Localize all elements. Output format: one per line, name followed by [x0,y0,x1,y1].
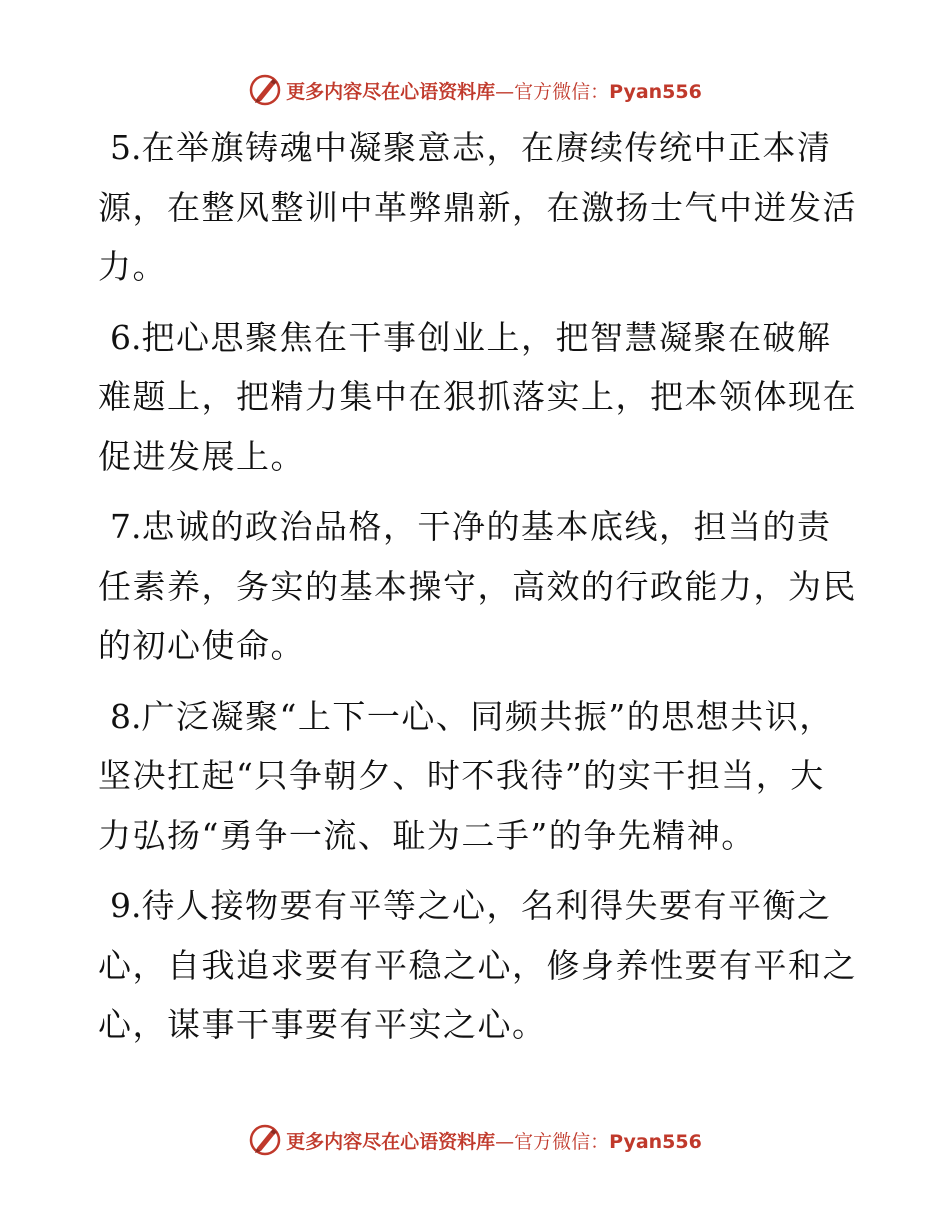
banner-separator: — [495,80,515,103]
document-body [98,118,858,1066]
banner-text [286,77,702,104]
paragraph-text: 忠诚的政治品格，干净的基本底线，担当的责任素养，务实的基本操守，高效的行政能力，为民的初心使命。 [98,507,857,665]
banner-wechat-label: 官方微信： [514,1130,610,1153]
banner-text [286,1127,702,1154]
banner-main-text: 更多内容尽在心语资料库 [286,80,496,103]
pen-logo-icon [248,73,282,107]
paragraph-text: 待人接物要有平等之心，名利得失要有平衡之心，自我追求要有平稳之心，修身养性要有平和之心，谋事干事要有平实之心。 [98,886,857,1044]
paragraph-text: 在举旗铸魂中凝聚意志，在赓续传统中正本清源，在整风整训中革弊鼎新，在激扬士气中迸发活力。 [98,128,857,286]
paragraph-text: 把心思聚焦在干事创业上，把智慧凝聚在破解难题上，把精力集中在狠抓落实上，把本领体现在促进发展上。 [98,317,857,476]
footer-banner [0,1118,950,1162]
paragraph-text: 广泛凝聚“上下一心、同频共振”的思想共识，坚决扛起“只争朝夕、时不我待”的实干担当，大力弘扬“勇争一流、耻为二手”的争先精神。 [98,696,834,855]
paragraph-8 [98,687,858,866]
paragraph-number: 5. [110,128,142,167]
banner-wechat-label: 官方微信： [514,80,610,103]
header-banner [0,68,950,112]
paragraph-number: 8. [110,696,142,736]
paragraph-number: 9. [110,886,142,925]
banner-main-text: 更多内容尽在心语资料库 [286,1130,496,1153]
banner-separator: — [495,1130,515,1153]
pen-logo-icon [248,1123,282,1157]
paragraph-number: 6. [110,317,142,357]
paragraph-5 [98,118,858,297]
paragraph-9 [98,876,858,1055]
paragraph-number: 7. [110,507,142,546]
banner-wechat-id: Pyan556 [609,1130,702,1153]
paragraph-7 [98,497,858,676]
banner-wechat-id: Pyan556 [609,80,702,103]
paragraph-6 [98,308,858,487]
